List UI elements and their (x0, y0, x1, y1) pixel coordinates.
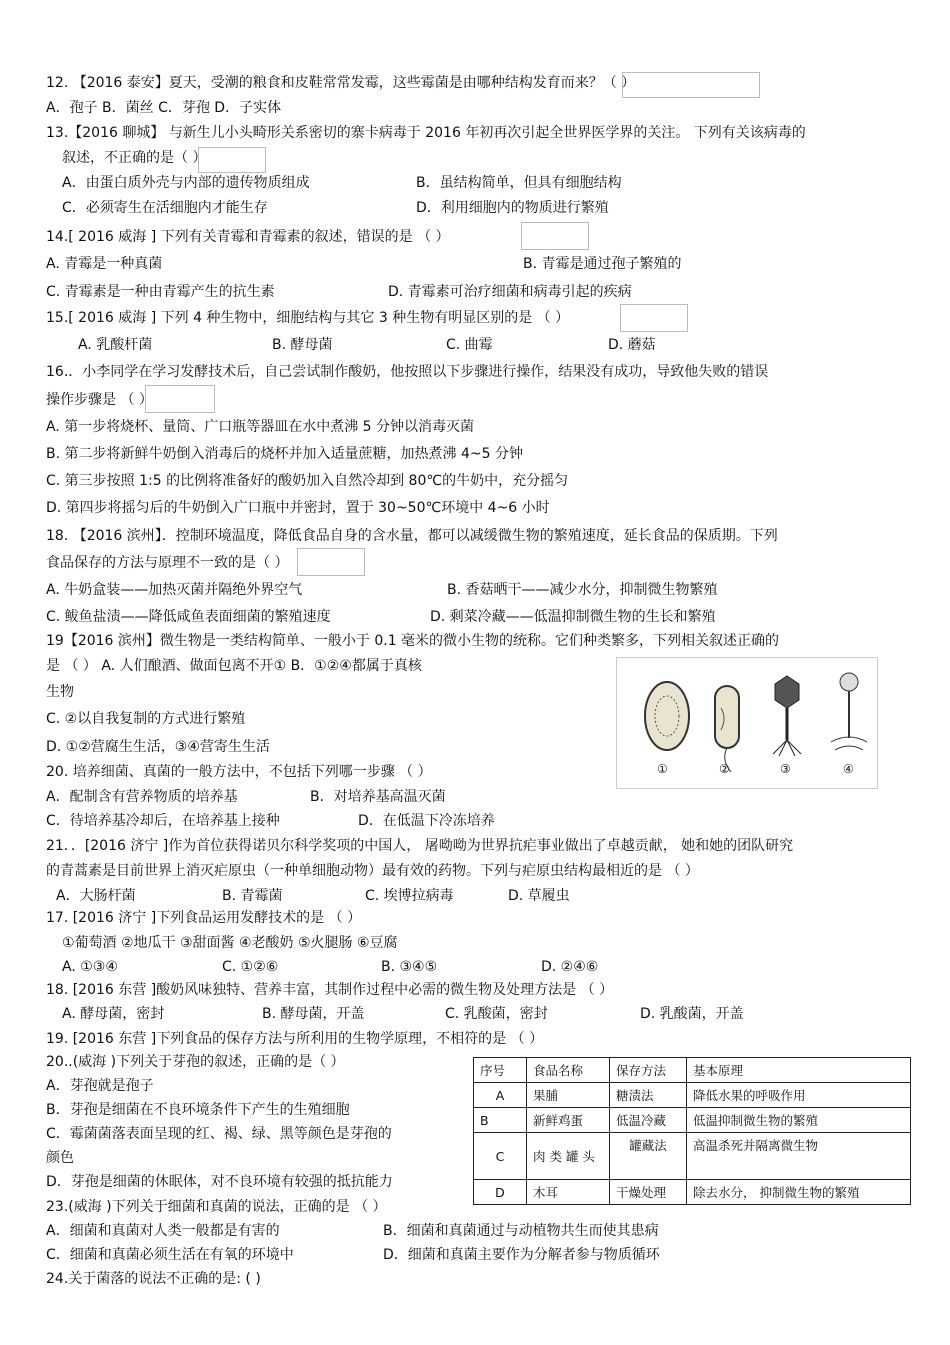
figure-caption-1: ① (657, 762, 668, 776)
text-line: 21．．[2016 济宁 ]作为首位获得诺贝尔科学奖项的中国人， 屠呦呦为世界抗疟事业做出了卓越贡献， 她和她的团队研究 (46, 838, 794, 854)
text-line: A．孢子 B．菌丝 C．芽孢 D．子实体 (46, 100, 282, 116)
text-line: D．细菌和真菌主要作为分解者参与物质循环 (383, 1247, 660, 1263)
text-line: A．配制含有营养物质的培养基 (46, 789, 238, 805)
text-line: D. 乳酸菌，开盖 (640, 1006, 744, 1022)
table-cell: 糖渍法 (610, 1083, 687, 1108)
text-line: A. ①③④ (62, 959, 118, 975)
table-cell: 木耳 (527, 1180, 610, 1205)
table-cell: 干燥处理 (610, 1180, 687, 1205)
text-line: A. 酵母菌，密封 (62, 1006, 165, 1022)
table-cell: 高温杀死并隔离微生物 (687, 1133, 911, 1180)
text-line: D. ②④⑥ (541, 959, 599, 975)
answer-box (145, 385, 215, 413)
text-line: 18. [2016 东营 ]酸奶风味独特、营养丰富，其制作过程中必需的微生物及处理方法是 （ ） (46, 982, 614, 998)
text-line: 生物 (46, 684, 74, 700)
text-line: 14.[ 2016 威海 ] 下列有关青霉和青霉素的叙述，错误的是 （ ） (46, 229, 450, 245)
text-line: A. 青霉是一种真菌 (46, 256, 163, 272)
table-cell: D (474, 1180, 527, 1205)
text-line: C. 乳酸菌，密封 (445, 1006, 548, 1022)
text-line: D. 蘑菇 (608, 337, 656, 353)
text-line: A．由蛋白质外壳与内部的遗传物质组成 (62, 175, 310, 191)
text-line: 19【2016 滨州】微生物是一类结构简单、一般小于 0.1 毫米的微小生物的统称。它们种类繁多，下列相关叙述正确的 (46, 633, 780, 649)
text-line: 叙述，不正确的是（ ） (62, 150, 207, 166)
text-line: 15.[ 2016 威海 ] 下列 4 种生物中，细胞结构与其它 3 种生物有明显区别的是 （ ） (46, 310, 570, 326)
text-line: C. 青霉素是一种由青霉产生的抗生素 (46, 284, 275, 300)
text-line: C. 第三步按照 1:5 的比例将准备好的酸奶加入自然冷却到 80℃的牛奶中，充分摇匀 (46, 473, 569, 489)
text-line: C. 埃博拉病毒 (365, 888, 454, 904)
text-line: C．待培养基冷却后，在培养基上接种 (46, 813, 280, 829)
text-line: 20. 培养细菌、真菌的一般方法中，不包括下列哪一步骤 （ ） (46, 764, 432, 780)
text-line: 19. [2016 东营 ]下列食品的保存方法与所利用的生物学原理，不相符的是 （ ） (46, 1031, 544, 1047)
microorganism-figure (616, 657, 878, 789)
text-line: D．芽孢是细菌的休眠体，对不良环境有较强的抵抗能力 (46, 1174, 393, 1190)
text-line: 12. 【2016 泰安】夏天，受潮的粮食和皮鞋常常发霉，这些霉菌是由哪种结构发育而来？（ ） (46, 75, 636, 91)
text-line: ①葡萄酒 ②地瓜干 ③甜面酱 ④老酸奶 ⑤火腿肠 ⑥豆腐 (62, 935, 398, 951)
table-cell: A (474, 1083, 527, 1108)
table-header-cell: 序号 (474, 1058, 527, 1083)
text-line: A．细菌和真菌对人类一般都是有害的 (46, 1223, 280, 1239)
figure-caption-4: ④ (843, 762, 854, 776)
text-line: A．大肠杆菌 (56, 888, 136, 904)
text-line: A. 牛奶盒装——加热灭菌并隔绝外界空气 (46, 582, 303, 598)
text-line: D. 草履虫 (508, 888, 570, 904)
answer-box (620, 304, 688, 332)
text-line: C. 曲霉 (446, 337, 493, 353)
text-line: A. 乳酸杆菌 (78, 337, 153, 353)
text-line: D．利用细胞内的物质进行繁殖 (416, 200, 609, 216)
table-row (474, 1083, 911, 1108)
text-line: 操作步骤是 （ ） (46, 392, 153, 408)
table-cell: 肉 类 罐 头 (527, 1133, 610, 1180)
text-line: A. 第一步将烧杯、量筒、广口瓶等器皿在水中煮沸 5 分钟以消毒灭菌 (46, 419, 475, 435)
table-cell: B (474, 1108, 527, 1133)
table-header-cell: 食品名称 (527, 1058, 610, 1083)
text-line: A．芽孢就是孢子 (46, 1078, 154, 1094)
text-line: B．虽结构简单，但具有细胞结构 (416, 175, 622, 191)
text-line: B. 酵母菌，开盖 (262, 1006, 365, 1022)
text-line: 20..(威海 )下列关于芽孢的叙述，正确的是（ ） (46, 1054, 345, 1070)
answer-box (521, 222, 589, 250)
table-row (474, 1108, 911, 1133)
table-cell: 果脯 (527, 1083, 610, 1108)
answer-box (198, 147, 266, 173)
text-line: D. 剩菜冷藏——低温抑制微生物的生长和繁殖 (430, 609, 716, 625)
table-header-row (474, 1058, 911, 1083)
text-line: B. 香菇晒干——减少水分，抑制微生物繁殖 (447, 582, 718, 598)
text-line: B. 第二步将新鲜牛奶倒入消毒后的烧杯并加入适量蔗糖，加热煮沸 4~5 分钟 (46, 446, 523, 462)
table-cell: 降低水果的呼吸作用 (687, 1083, 911, 1108)
answer-box (297, 548, 365, 576)
text-line: B．芽孢是细菌在不良环境条件下产生的生殖细胞 (46, 1102, 350, 1118)
text-line: D. 青霉素可治疗细菌和病毒引起的疾病 (388, 284, 632, 300)
text-line: 13.【2016 聊城】 与新生儿小头畸形关系密切的寨卡病毒于 2016 年初再次引起全世界医学界的关注。 下列有关该病毒的 (46, 125, 806, 141)
figure-caption-3: ③ (780, 762, 791, 776)
text-line: B. ③④⑤ (381, 959, 438, 975)
text-line: B. 酵母菌 (272, 337, 333, 353)
text-line: 的青蒿素是目前世界上消灭疟原虫（一种单细胞动物）最有效的药物。下列与疟原虫结构最相近的是 （ ） (46, 863, 699, 879)
table-cell: 罐藏法 (610, 1133, 687, 1180)
text-line: 食品保存的方法与原理不一致的是（ ） (46, 555, 289, 571)
text-line: B．对培养基高温灭菌 (310, 789, 446, 805)
food-preservation-table (473, 1057, 911, 1205)
table-cell: C (474, 1133, 527, 1180)
text-line: 颜色 (46, 1150, 74, 1166)
table-cell: 新鲜鸡蛋 (527, 1108, 610, 1133)
microorganism-illustration (617, 658, 877, 788)
text-line: B. 青霉是通过孢子繁殖的 (523, 256, 682, 272)
table-cell: 低温冷藏 (610, 1108, 687, 1133)
text-line: 18. 【2016 滨州】．控制环境温度，降低食品自身的含水量，都可以减缓微生物的繁殖速度，延长食品的保质期。下列 (46, 528, 778, 544)
table-cell: 除去水分， 抑制微生物的繁殖 (687, 1180, 911, 1205)
text-line: C．霉菌菌落表面呈现的红、褐、绿、黑等颜色是芽孢的 (46, 1126, 392, 1142)
text-line: C. ①②⑥ (222, 959, 279, 975)
text-line: 24.关于菌落的说法不正确的是: ( ) (46, 1271, 261, 1287)
text-line: B．细菌和真菌通过与动植物共生而使其患病 (383, 1223, 659, 1239)
table-row (474, 1180, 911, 1205)
text-line: D．在低温下冷冻培养 (358, 813, 495, 829)
figure-caption-2: ② (719, 762, 730, 776)
text-line: C．细菌和真菌必须生活在有氧的环境中 (46, 1247, 294, 1263)
answer-box (622, 72, 760, 98)
text-line: D. ①②营腐生生活，③④营寄生生活 (46, 739, 270, 755)
text-line: C. ②以自我复制的方式进行繁殖 (46, 711, 246, 727)
text-line: D. 第四步将摇匀后的牛奶倒入广口瓶中并密封，置于 30~50℃环境中 4~6 小时 (46, 500, 550, 516)
text-line: 23.(威海 )下列关于细菌和真菌的说法，正确的是 （ ） (46, 1199, 387, 1215)
text-line: B. 青霉菌 (222, 888, 283, 904)
text-line: C. 鲅鱼盐渍——降低咸鱼表面细菌的繁殖速度 (46, 609, 331, 625)
text-line: 是 （ ） A. 人们酿酒、做面包离不开① B．①②④都属于真核 (46, 658, 422, 674)
table-header-cell: 基本原理 (687, 1058, 911, 1083)
text-line: C．必须寄生在活细胞内才能生存 (62, 200, 268, 216)
table-cell: 低温抑制微生物的繁殖 (687, 1108, 911, 1133)
text-line: 16.．小李同学在学习发酵技术后，自己尝试制作酸奶，他按照以下步骤进行操作，结果没有成功，导致他失败的错误 (46, 364, 769, 380)
text-line: 17. [2016 济宁 ]下列食品运用发酵技术的是 （ ） (46, 910, 362, 926)
table-header-cell: 保存方法 (610, 1058, 687, 1083)
table-row (474, 1133, 911, 1180)
